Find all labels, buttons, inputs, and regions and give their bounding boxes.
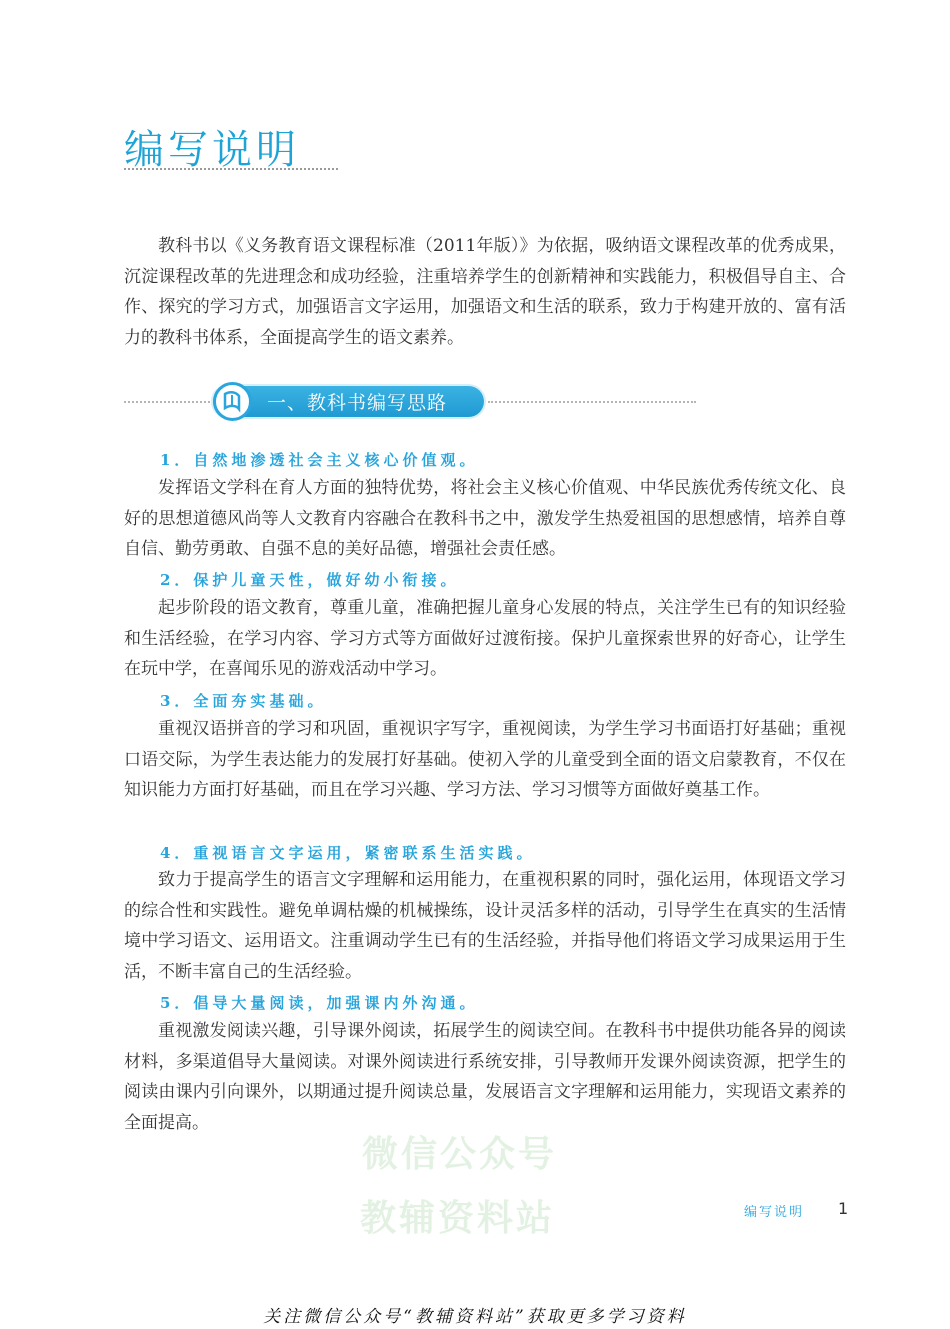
page-number: 1 (838, 1199, 849, 1218)
intro-paragraph: 教科书以《义务教育语文课程标准（2011年版）》为依据，吸纳语文课程改革的优秀成果，沉淀课程改革的先进理念和成功经验，注重培养学生的创新精神和实践能力，积极倡导自主、合作、探究的学习方式，加强语言文字运用，加强语文和生活的联系，致力于构建开放的、富有活力的教科书体系，全面提高学生的语文素养。 (124, 236, 846, 348)
watermark-line-2: 教辅资料站 (360, 1198, 556, 1239)
footer-label: 编写说明 (744, 1205, 805, 1220)
title-rule (124, 168, 338, 170)
item-body-5: 重视激发阅读兴趣，引导课外阅读，拓展学生的阅读空间。在教科书中提供功能各异的阅读材料，多渠道倡导大量阅读。对课外阅读进行系统安排，引导教师开发课外阅读资源，把学生的阅读由课内引向课外，以期通过提升阅读总量，发展语言文字理解和运用能力，实现语文素养的全面提高。 (124, 1021, 846, 1133)
book-icon (213, 382, 252, 421)
bottom-note: 关注微信公众号“教辅资料站”获取更多学习资料 (263, 1307, 687, 1327)
section-title: 一、教科书编写思路 (267, 392, 448, 414)
item-body-4: 致力于提高学生的语言文字理解和运用能力，在重视积累的同时，强化运用，体现语文学习的综合性和实践性。避免单调枯燥的机械操练，设计灵活多样的活动，引导学生在真实的生活情境中学习语文、运用语文。注重调动学生已有的生活经验，并指导他们将语文学习成果运用于生活，不断丰富自己的生活经验。 (124, 870, 846, 982)
item-body-1: 发挥语文学科在育人方面的独特优势，将社会主义核心价值观、中华民族优秀传统文化、良好的思想道德风尚等人文教育内容融合在教科书之中，激发学生热爱祖国的思想感情，培养自尊自信、勤劳勇敢、自强不息的美好品德，增强社会责任感。 (124, 478, 846, 559)
watermark-line-1: 微信公众号 (362, 1134, 558, 1175)
item-heading-5: 5．倡导大量阅读，加强课内外沟通。 (160, 994, 479, 1012)
section-rule-right (488, 401, 696, 403)
page-title: 编写说明 (124, 127, 300, 173)
item-heading-4: 4．重视语言文字运用，紧密联系生活实践。 (160, 844, 536, 862)
section-badge (213, 386, 484, 417)
item-body-2: 起步阶段的语文教育，尊重儿童，准确把握儿童身心发展的特点，关注学生已有的知识经验和生活经验，在学习内容、学习方式等方面做好过渡衔接。保护儿童探索世界的好奇心，让学生在玩中学，在喜闻乐见的游戏活动中学习。 (124, 598, 846, 679)
item-heading-2: 2．保护儿童天性，做好幼小衔接。 (160, 571, 460, 589)
item-body-3: 重视汉语拼音的学习和巩固，重视识字写字，重视阅读，为学生学习书面语打好基础；重视口语交际，为学生表达能力的发展打好基础。使初入学的儿童受到全面的语文启蒙教育，不仅在知识能力方面打好基础，而且在学习兴趣、学习方法、学习习惯等方面做好奠基工作。 (124, 719, 846, 800)
section-rule-left (124, 401, 210, 403)
item-heading-1: 1．自然地渗透社会主义核心价值观。 (160, 451, 479, 469)
item-heading-3: 3．全面夯实基础。 (160, 692, 327, 710)
